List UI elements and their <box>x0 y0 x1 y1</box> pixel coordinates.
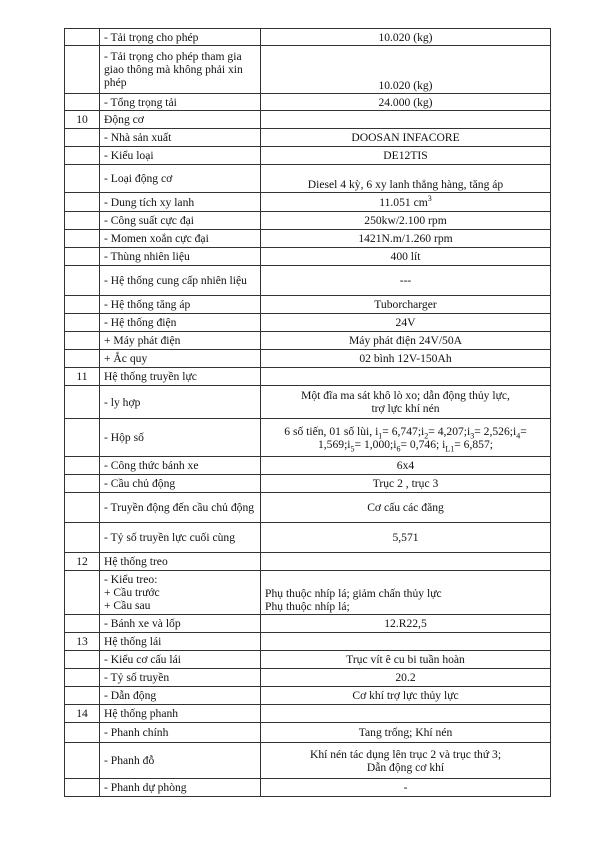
row-number <box>65 193 100 212</box>
gearbox-line-1 <box>265 425 546 438</box>
section-title: Hệ thống treo <box>100 553 261 571</box>
gear-ratio: = 1,000;i <box>354 437 397 451</box>
spec-label: - Hệ thống tăng áp <box>100 296 261 314</box>
row-number <box>65 46 100 94</box>
spec-label: - Dẫn động <box>100 687 261 705</box>
spec-value <box>261 193 551 212</box>
row-number <box>65 779 100 797</box>
spec-value: 1421N.m/1.260 rpm <box>261 230 551 248</box>
label-line: - Kiểu treo: <box>104 573 158 586</box>
gear-index: 1 <box>378 430 383 440</box>
spec-label: - Dung tích xy lanh <box>100 193 261 212</box>
row-number <box>65 29 100 46</box>
gearbox-ratios <box>261 419 551 457</box>
spec-label: - Phanh chính <box>100 723 261 743</box>
table-row <box>65 493 551 523</box>
spec-label: - Nhà sản xuất <box>100 129 261 147</box>
spec-label: - ly hợp <box>100 386 261 419</box>
spec-value: 12.R22,5 <box>261 615 551 633</box>
section-number: 14 <box>65 705 100 723</box>
spec-value: Tang trống; Khí nén <box>261 723 551 743</box>
spec-label: - Hệ thống điện <box>100 314 261 332</box>
gear-index: 2 <box>424 430 429 440</box>
row-number <box>65 94 100 111</box>
section-number: 13 <box>65 633 100 651</box>
spec-value: Tuborcharger <box>261 296 551 314</box>
gear-ratio: = 2,526;i <box>474 424 517 438</box>
row-number <box>65 723 100 743</box>
spec-label: - Cầu chủ động <box>100 475 261 493</box>
row-number <box>65 475 100 493</box>
table-row <box>65 615 551 633</box>
vehicle-spec-table <box>64 28 551 797</box>
table-row <box>65 651 551 669</box>
table-row <box>65 669 551 687</box>
spec-value <box>261 368 551 386</box>
gear-index: 4 <box>516 430 521 440</box>
spec-value <box>261 743 551 779</box>
value-line: Phụ thuộc nhíp lá; giảm chấn thủy lực <box>265 587 442 600</box>
table-row <box>65 350 551 368</box>
spec-value <box>261 553 551 571</box>
row-number <box>65 296 100 314</box>
spec-label: - Thùng nhiên liệu <box>100 248 261 266</box>
row-number <box>65 743 100 779</box>
spec-label: - Kiểu loại <box>100 147 261 165</box>
spec-label: - Hộp số <box>100 419 261 457</box>
table-row <box>65 314 551 332</box>
spec-label: - Bánh xe và lốp <box>100 615 261 633</box>
spec-value: --- <box>261 266 551 296</box>
table-row <box>65 386 551 419</box>
gear-index: 6 <box>396 443 401 453</box>
displacement-value: 11.051 cm <box>379 195 428 209</box>
row-number <box>65 493 100 523</box>
spec-value: 400 lít <box>261 248 551 266</box>
spec-value <box>261 633 551 651</box>
table-row <box>65 457 551 475</box>
table-row <box>65 248 551 266</box>
table-row <box>65 743 551 779</box>
table-row <box>65 266 551 296</box>
spec-value <box>261 705 551 723</box>
table-row <box>65 633 551 651</box>
table-row <box>65 296 551 314</box>
row-number <box>65 615 100 633</box>
table-row <box>65 165 551 193</box>
spec-value: DE12TIS <box>261 147 551 165</box>
table-row <box>65 147 551 165</box>
spec-label: - Hệ thống cung cấp nhiên liệu <box>100 266 261 296</box>
spec-value: Diesel 4 kỳ, 6 xy lanh thẳng hàng, tăng áp <box>261 165 551 193</box>
spec-value: 24.000 (kg) <box>261 94 551 111</box>
row-number <box>65 165 100 193</box>
unit-superscript: 3 <box>427 193 432 203</box>
section-title: Hệ thống phanh <box>100 705 261 723</box>
table-row <box>65 332 551 350</box>
table-row <box>65 705 551 723</box>
table-row <box>65 212 551 230</box>
spec-label: - Tổng trọng tải <box>100 94 261 111</box>
table-row <box>65 94 551 111</box>
table-row <box>65 46 551 94</box>
gear-ratio: = 6,747;i <box>382 424 425 438</box>
spec-value: Trục 2 , trục 3 <box>261 475 551 493</box>
row-number <box>65 669 100 687</box>
table-row <box>65 553 551 571</box>
gearbox-text: 6 số tiến, 01 số lùi, i <box>284 424 379 438</box>
spec-label: - Phanh đỗ <box>100 743 261 779</box>
row-number <box>65 147 100 165</box>
gear-ratio: = <box>520 424 527 438</box>
gear-ratio: = 6,857; <box>454 437 493 451</box>
value-line: trợ lực khí nén <box>371 402 440 415</box>
spec-label: - Công thức bánh xe <box>100 457 261 475</box>
table-row <box>65 129 551 147</box>
spec-value <box>261 111 551 129</box>
row-number <box>65 266 100 296</box>
spec-value: 24V <box>261 314 551 332</box>
spec-value: Máy phát điện 24V/50A <box>261 332 551 350</box>
value-line: Dẫn động cơ khí <box>366 760 445 774</box>
spec-value: 250kw/2.100 rpm <box>261 212 551 230</box>
gear-index: 5 <box>350 443 355 453</box>
value-line: Khí nén tác dụng lên trục 2 và trục thứ 3; <box>309 747 502 761</box>
spec-label: + Máy phát điện <box>100 332 261 350</box>
spec-value: Trục vít ê cu bi tuần hoàn <box>261 651 551 669</box>
value-line: Một đĩa ma sát khô lò xo; dẫn động thủy lực, <box>301 389 510 402</box>
row-number <box>65 350 100 368</box>
spec-value: 10.020 (kg) <box>261 29 551 46</box>
table-row <box>65 111 551 129</box>
spec-value <box>261 571 551 615</box>
spec-value <box>261 386 551 419</box>
gear-index: L1 <box>445 443 455 453</box>
spec-label: - Tải trọng cho phép tham gia giao thông mà không phải xin phép <box>100 46 261 94</box>
gear-index: 3 <box>470 430 475 440</box>
spec-label: - Tải trọng cho phép <box>100 29 261 46</box>
row-number <box>65 687 100 705</box>
spec-label: - Phanh dự phòng <box>100 779 261 797</box>
gear-ratio: = 4,207;i <box>428 424 471 438</box>
spec-value: 6x4 <box>261 457 551 475</box>
row-number <box>65 212 100 230</box>
spec-label: - Truyền động đến cầu chủ động <box>100 493 261 523</box>
gear-ratio: = 0,746; i <box>400 437 446 451</box>
spec-value: - <box>261 779 551 797</box>
gearbox-line-2 <box>265 438 546 451</box>
table-row <box>65 368 551 386</box>
table-row <box>65 571 551 615</box>
section-number: 10 <box>65 111 100 129</box>
row-number <box>65 230 100 248</box>
table-row <box>65 723 551 743</box>
label-line: + Cầu sau <box>104 599 151 612</box>
row-number <box>65 571 100 615</box>
table-row <box>65 419 551 457</box>
section-number: 12 <box>65 553 100 571</box>
spec-value: Cơ cấu các đăng <box>261 493 551 523</box>
row-number <box>65 523 100 553</box>
row-number <box>65 314 100 332</box>
row-number <box>65 651 100 669</box>
table-row <box>65 193 551 212</box>
spec-value: 02 bình 12V-150Ah <box>261 350 551 368</box>
spec-label: - Tỷ số truyền lực cuối cùng <box>100 523 261 553</box>
spec-label: - Tỷ số truyền <box>100 669 261 687</box>
row-number <box>65 419 100 457</box>
table-row <box>65 687 551 705</box>
spec-value: Cơ khí trợ lực thủy lực <box>261 687 551 705</box>
table-row <box>65 523 551 553</box>
row-number <box>65 332 100 350</box>
spec-value: 10.020 (kg) <box>261 46 551 94</box>
row-number <box>65 386 100 419</box>
section-number: 11 <box>65 368 100 386</box>
gearbox-text: 1,569;i <box>317 437 351 451</box>
table-row <box>65 475 551 493</box>
table-row <box>65 230 551 248</box>
value-line: Phụ thuộc nhíp lá; <box>265 600 350 613</box>
spec-value: DOOSAN INFACORE <box>261 129 551 147</box>
spec-value: 5,571 <box>261 523 551 553</box>
row-number <box>65 457 100 475</box>
label-line: + Cầu trước <box>104 586 160 599</box>
section-title: Động cơ <box>100 111 261 129</box>
spec-label: - Kiểu cơ cấu lái <box>100 651 261 669</box>
spec-label: - Công suất cực đại <box>100 212 261 230</box>
row-number <box>65 129 100 147</box>
section-title: Hệ thống lái <box>100 633 261 651</box>
spec-label <box>100 571 261 615</box>
table-row <box>65 779 551 797</box>
section-title: Hệ thống truyền lực <box>100 368 261 386</box>
spec-value: 20.2 <box>261 669 551 687</box>
spec-label: - Momen xoắn cực đại <box>100 230 261 248</box>
row-number <box>65 248 100 266</box>
spec-label: - Loại động cơ <box>100 165 261 193</box>
table-row <box>65 29 551 46</box>
spec-label: + Ắc quy <box>100 350 261 368</box>
